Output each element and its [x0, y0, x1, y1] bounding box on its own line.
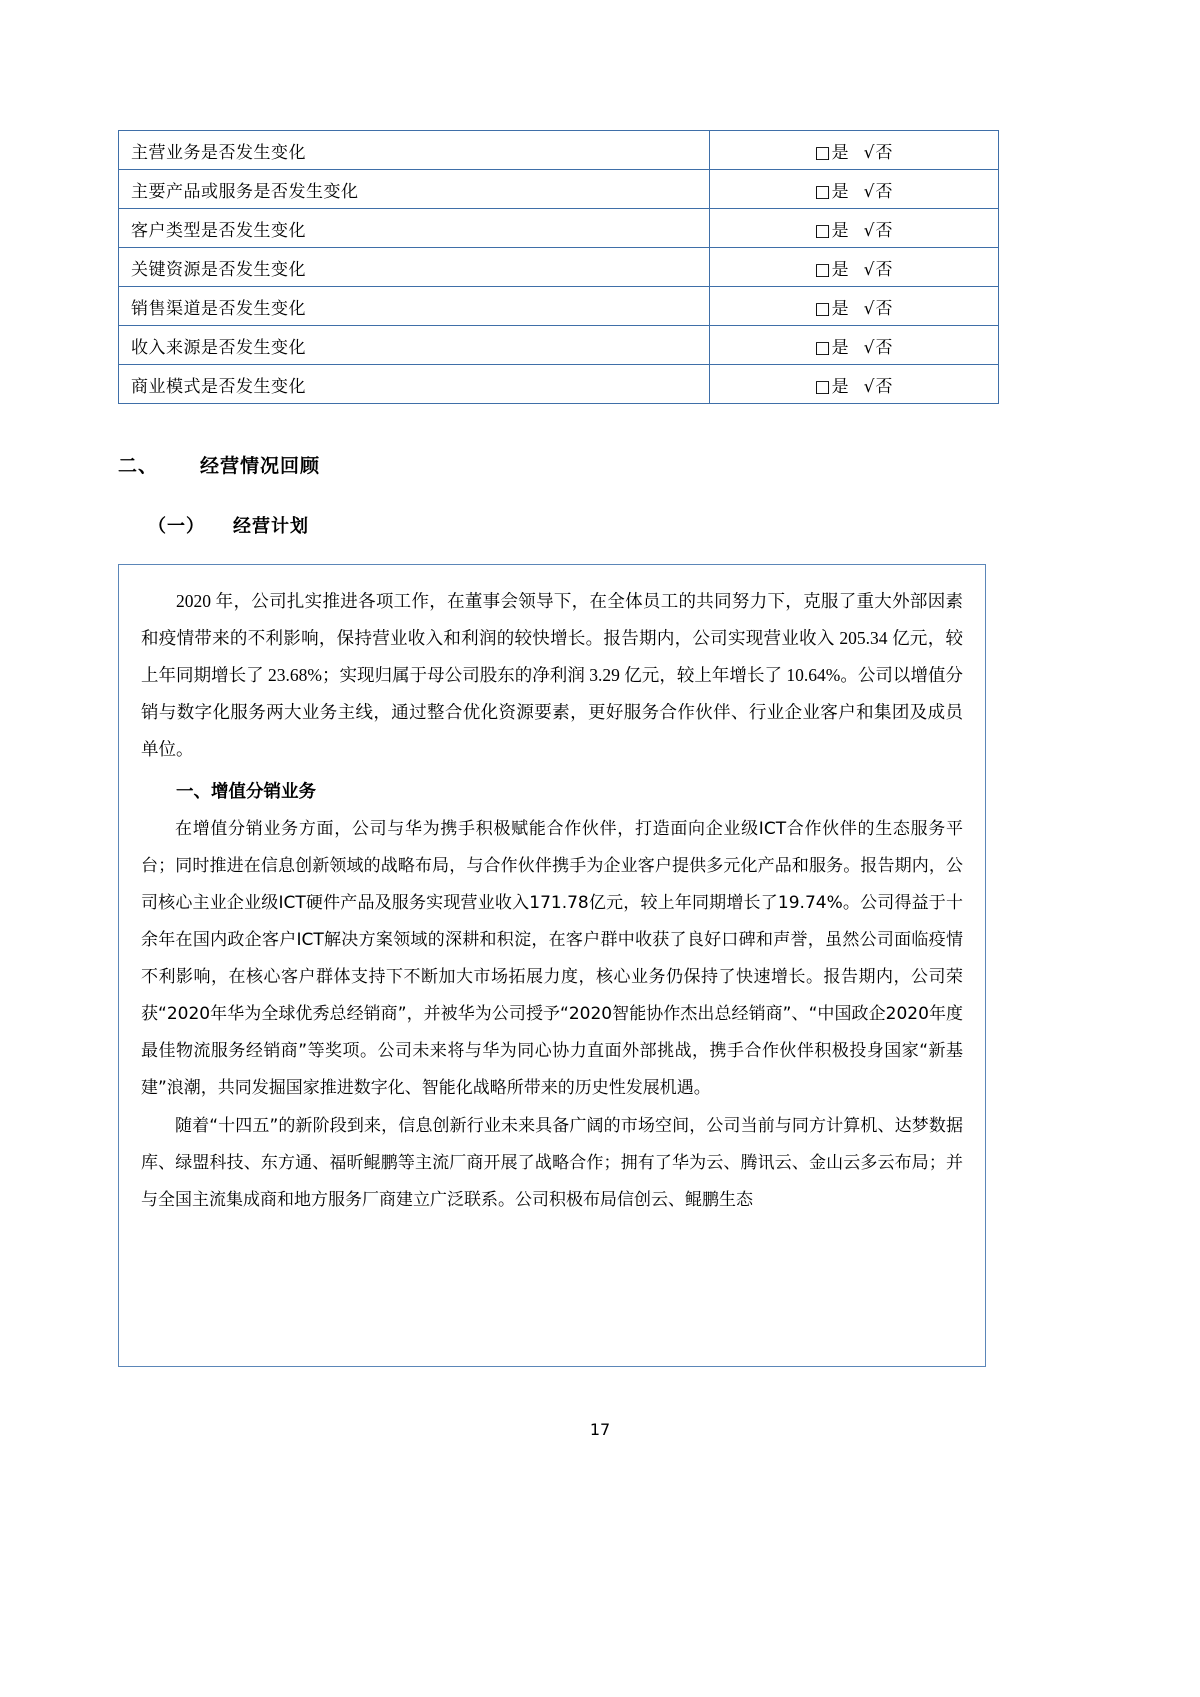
change-answer[interactable] — [710, 365, 999, 404]
checkbox-no[interactable]: √否 — [863, 181, 894, 202]
body-text-box — [118, 564, 986, 1367]
page-number: 17 — [589, 1420, 611, 1439]
subsection-number: （一） — [148, 516, 205, 537]
checkbox-yes[interactable]: □是 — [814, 142, 850, 163]
change-question: 主营业务是否发生变化 — [119, 131, 710, 170]
subsection-title: 经营计划 — [233, 516, 309, 537]
table-row — [119, 131, 999, 170]
change-question: 商业模式是否发生变化 — [119, 365, 710, 404]
checkbox-yes[interactable]: □是 — [814, 259, 850, 280]
checkbox-yes[interactable]: □是 — [814, 337, 850, 358]
change-answer[interactable] — [710, 209, 999, 248]
business-change-table — [118, 130, 999, 404]
change-answer[interactable] — [710, 248, 999, 287]
paragraph-fourteenth-five-year: 随着“十四五”的新阶段到来，信息创新行业未来具备广阔的市场空间，公司当前与同方计算机、达梦数据库、绿盟科技、东方通、福昕鲲鹏等主流厂商开展了战略合作；拥有了华为云、腾讯云、金山云多云布局；并与全国主流集成商和地方服务厂商建立广泛联系。公司积极布局信创云、鲲鹏生态 — [141, 1116, 963, 1210]
change-question: 销售渠道是否发生变化 — [119, 287, 710, 326]
section-number: 二、 — [118, 455, 159, 477]
table-row — [119, 248, 999, 287]
checkbox-no[interactable]: √否 — [863, 142, 894, 163]
checkbox-no[interactable]: √否 — [863, 259, 894, 280]
checkbox-no[interactable]: √否 — [863, 376, 894, 397]
table-row — [119, 209, 999, 248]
section-heading — [118, 451, 986, 478]
change-answer[interactable] — [710, 287, 999, 326]
checkbox-yes[interactable]: □是 — [814, 181, 850, 202]
checkbox-no[interactable]: √否 — [863, 220, 894, 241]
section-title: 经营情况回顾 — [200, 455, 321, 477]
table-row — [119, 365, 999, 404]
checkbox-no[interactable]: √否 — [863, 337, 894, 358]
table-row — [119, 287, 999, 326]
checkbox-yes[interactable]: □是 — [814, 220, 850, 241]
change-question: 收入来源是否发生变化 — [119, 326, 710, 365]
checkbox-no[interactable]: √否 — [863, 298, 894, 319]
checkbox-yes[interactable]: □是 — [814, 298, 850, 319]
subsection-heading — [148, 512, 986, 538]
change-answer[interactable] — [710, 170, 999, 209]
table-row — [119, 170, 999, 209]
change-answer[interactable] — [710, 326, 999, 365]
change-answer[interactable] — [710, 131, 999, 170]
change-question: 客户类型是否发生变化 — [119, 209, 710, 248]
change-question: 关键资源是否发生变化 — [119, 248, 710, 287]
paragraph-overview: 2020 年，公司扎实推进各项工作，在董事会领导下，在全体员工的共同努力下，克服了重大外部因素和疫情带来的不利影响，保持营业收入和利润的较快增长。报告期内，公司实现营业收入 205.34 亿元，较上年同期增长了 23.68%；实现归属于母公司股东的净利润 3.29 亿元，较上年增长了 10.64%。公司以增值分销与数字化服务两大业务主线，通过整合优化资源要素，更好服务合作伙伴、行业企业客户和集团及成员单位。 — [141, 591, 963, 759]
table-row — [119, 326, 999, 365]
change-question: 主要产品或服务是否发生变化 — [119, 170, 710, 209]
paragraph-heading-distribution: 一、增值分销业务 — [176, 782, 316, 802]
paragraph-distribution-business: 在增值分销业务方面，公司与华为携手积极赋能合作伙伴，打造面向企业级ICT合作伙伴的生态服务平台；同时推进在信息创新领域的战略布局，与合作伙伴携手为企业客户提供多元化产品和服务。报告期内，公司核心主业企业级ICT硬件产品及服务实现营业收入171.78亿元，较上年同期增长了19.74%。公司得益于十余年在国内政企客户ICT解决方案领域的深耕和积淀，在客户群中收获了良好口碑和声誉，虽然公司面临疫情不利影响，在核心客户群体支持下不断加大市场拓展力度，核心业务仍保持了快速增长。报告期内，公司荣获“2020年华为全球优秀总经销商”，并被华为公司授予“2020智能协作杰出总经销商”、“中国政企2020年度最佳物流服务经销商”等奖项。公司未来将与华为同心协力直面外部挑战，携手合作伙伴积极投身国家“新基建”浪潮，共同发掘国家推进数字化、智能化战略所带来的历史性发展机遇。 — [141, 819, 963, 1098]
page-content — [118, 130, 986, 1367]
checkbox-yes[interactable]: □是 — [814, 376, 850, 397]
